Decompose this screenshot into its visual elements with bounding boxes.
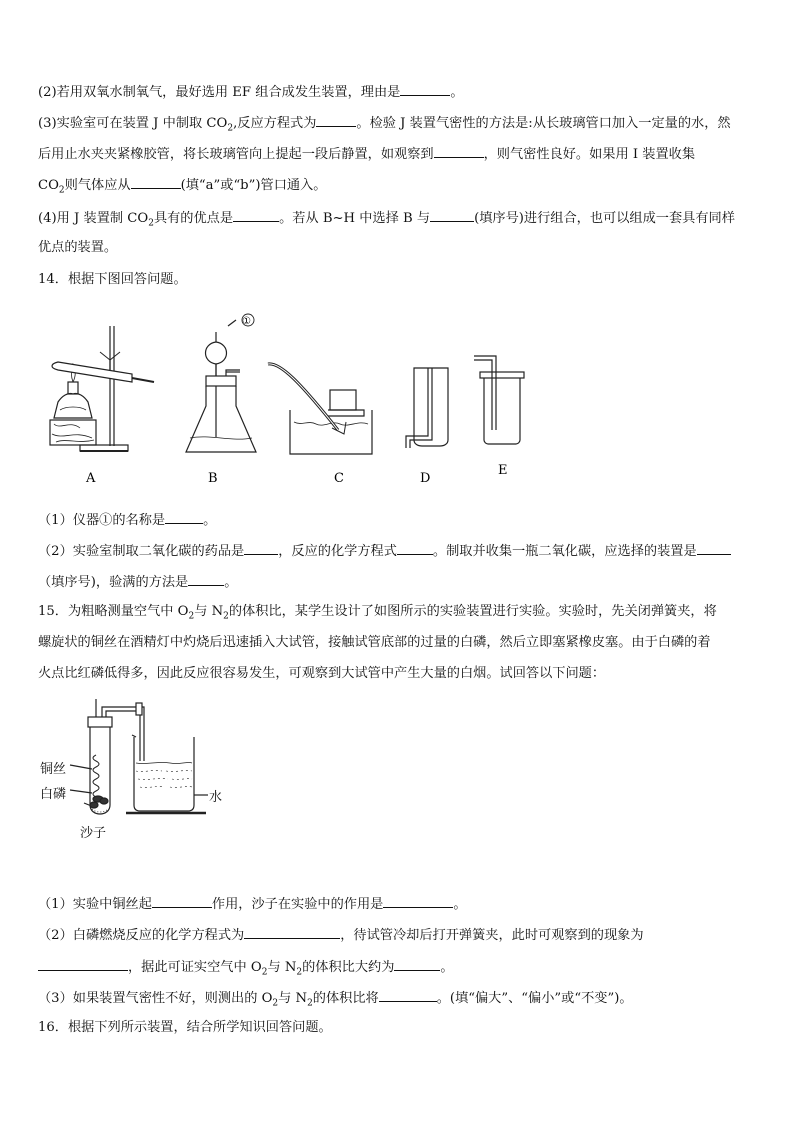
answer-blank[interactable] <box>165 510 203 524</box>
q15-line3: 火点比红磷低得多，因此反应很容易发生，可观察到大试管中产生大量的白烟。试回答以下问题： <box>38 666 606 681</box>
q14-sub1: （1）仪器①的名称是 。 <box>38 510 216 530</box>
label-a: A <box>86 471 96 486</box>
answer-blank[interactable] <box>434 144 484 158</box>
q15-line1: 15．为粗略测量空气中 $O_2$与 $N_2$的体积比，某学生设计了如图所示的实验装置进行实验。实验时，先关闭弹簧夹，将 <box>38 604 717 622</box>
answer-blank[interactable] <box>38 957 128 971</box>
apparatus-e-collector-up <box>474 356 524 444</box>
answer-blank[interactable] <box>383 894 453 908</box>
q15-sub1: （1）实验中铜丝起 作用，沙子在实验中的作用是 。 <box>38 894 467 914</box>
label-water: 水 <box>209 790 223 805</box>
answer-blank[interactable] <box>430 208 474 222</box>
answer-blank[interactable] <box>379 988 437 1002</box>
marker-circled-one: ① <box>242 316 251 327</box>
label-white-phosphorus: 白磷 <box>40 787 67 802</box>
answer-blank[interactable] <box>244 541 278 555</box>
apparatus-b-flask <box>186 314 256 452</box>
apparatus-a-heating <box>50 326 154 451</box>
answer-blank[interactable] <box>400 82 450 96</box>
answer-blank[interactable] <box>697 541 731 555</box>
q13-part2: (2)若用双氧水制氧气，最好选用 EF 组合成发生装置，理由是 。 <box>38 82 464 102</box>
q14-title: 14．根据下图回答问题。 <box>38 272 187 287</box>
label-copper-wire: 铜丝 <box>40 762 67 777</box>
label-d: D <box>420 471 431 486</box>
answer-blank[interactable] <box>394 957 440 971</box>
q13-part4-line1: (4)用 J 装置制 $CO_2$具有的优点是 。若从 B~H 中选择 B 与 (填序号)进行组合，也可以组成一套具有同样 <box>38 208 735 228</box>
q15-sub2-line2: ，据此可证实空气中 $O_2$与 $N_2$的体积比大约为 。 <box>38 957 454 977</box>
apparatus-c-water-trough <box>268 364 372 454</box>
q13-part4-line2: 优点的装置。 <box>38 240 118 255</box>
q13-part3-line3: $CO_2$则气体应从 (填“a”或“b”)管口通入。 <box>38 175 326 195</box>
q15-line2: 螺旋状的铜丝在酒精灯中灼烧后迅速插入大试管，接触试管底部的过量的白磷，然后立即塞紧橡皮塞。由于白磷的着 <box>38 635 711 650</box>
q15-sub2-line1: （2）白磷燃烧反应的化学方程式为 ，待试管冷却后打开弹簧夹，此时可观察到的现象为 <box>38 925 644 945</box>
label-sand: 沙子 <box>80 826 107 841</box>
q14-apparatus-figure <box>40 312 540 490</box>
answer-blank[interactable] <box>316 113 356 127</box>
q15-sub3: （3）如果装置气密性不好，则测出的 $O_2$与 $N_2$的体积比将 。(填“偏大”、“偏小”或“不变”)。 <box>38 988 633 1008</box>
q14-sub2-line1: （2）实验室制取二氧化碳的药品是 ，反应的化学方程式 。制取并收集一瓶二氧化碳，应选择的装置是 <box>38 541 731 561</box>
answer-blank[interactable] <box>397 541 433 555</box>
q14-sub2-line2: （填序号)，验满的方法是 。 <box>38 572 237 592</box>
answer-blank[interactable] <box>244 925 340 939</box>
answer-blank[interactable] <box>131 175 181 189</box>
q15-apparatus-figure <box>40 695 240 845</box>
answer-blank[interactable] <box>188 572 224 586</box>
answer-blank[interactable] <box>152 894 212 908</box>
label-b: B <box>208 471 218 486</box>
q16-title: 16．根据下列所示装置，结合所学知识回答问题。 <box>38 1020 332 1035</box>
answer-blank[interactable] <box>233 208 279 222</box>
q13-part3-line1: (3)实验室可在装置 J 中制取 $CO_2$,反应方程式为 。检验 J 装置气密性的方法是:从长玻璃管口加入一定量的水，然 <box>38 113 731 133</box>
label-e: E <box>498 463 508 478</box>
label-c: C <box>334 471 344 486</box>
apparatus-d-collector-down <box>406 368 448 448</box>
q13-part3-line2: 后用止水夹夹紧橡胶管，将长玻璃管向上提起一段后静置，如观察到 ，则气密性良好。如果用 I 装置收集 <box>38 144 695 164</box>
